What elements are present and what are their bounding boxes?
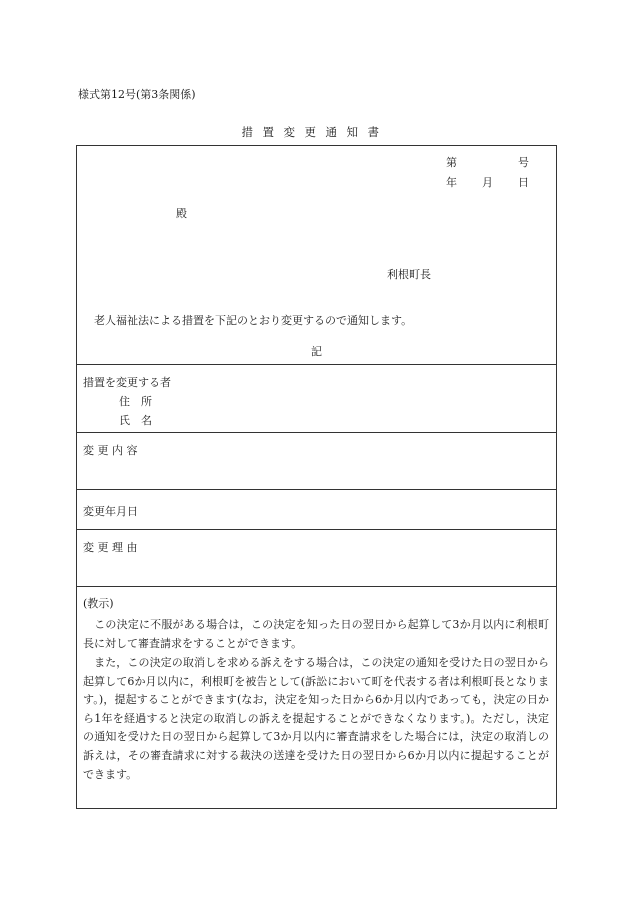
change-reason-label: 変 更 理 由: [83, 541, 138, 554]
notification-statement: 老人福祉法による措置を下記のとおり変更するので通知します。: [94, 314, 413, 327]
date-day: 日: [518, 176, 529, 189]
notice-paragraph: この決定に不服がある場合は，この決定を知った日の翌日から起算して3か月以内に利根町長に対して審査請求をすることができます。: [83, 618, 549, 650]
change-content-section: [77, 432, 556, 490]
person-label: 措置を変更する者: [83, 376, 171, 389]
notice-section: [77, 586, 556, 808]
date-month: 月: [482, 176, 493, 189]
change-date-section: [77, 489, 556, 530]
number-suffix: 号: [518, 156, 529, 169]
notice-paragraph: また，この決定の取消しを求める訴えをする場合は，この決定の通知を受けた日の翌日から起算して6か月以内に，利根町を被告として(訴訟において町を代表する者は利根町長となります。)，提起することができます(なお，決定を知った日から6か月以内であっても，決定の日から1年を経過すると決定の取消しの訴えを提起することができなくなります。)。ただし，決定の通知を受けた日の翌日から起算して3か月以内に審査請求をした場合には，決定の取消しの訴えは，その審査請求に対する裁決の送達を受けた日の翌日から6か月以内に提起することができます。: [83, 656, 549, 781]
issuer: 利根町長: [387, 268, 431, 281]
notice-heading: (教示): [83, 597, 114, 610]
addressee-suffix: 殿: [176, 207, 187, 220]
person-section: [77, 364, 556, 433]
change-date-label: 変更年月日: [83, 505, 138, 518]
form-number: 様式第12号(第3条関係): [78, 88, 196, 101]
ki-label: 記: [311, 345, 322, 358]
document-title: 措置変更通知書: [241, 125, 389, 139]
change-reason-section: [77, 529, 556, 587]
date-year: 年: [446, 176, 457, 189]
number-prefix: 第: [446, 156, 457, 169]
name-label: 氏 名: [119, 414, 152, 427]
change-content-label: 変 更 内 容: [83, 444, 138, 457]
form-frame: [76, 145, 557, 809]
address-label: 住 所: [119, 395, 152, 408]
